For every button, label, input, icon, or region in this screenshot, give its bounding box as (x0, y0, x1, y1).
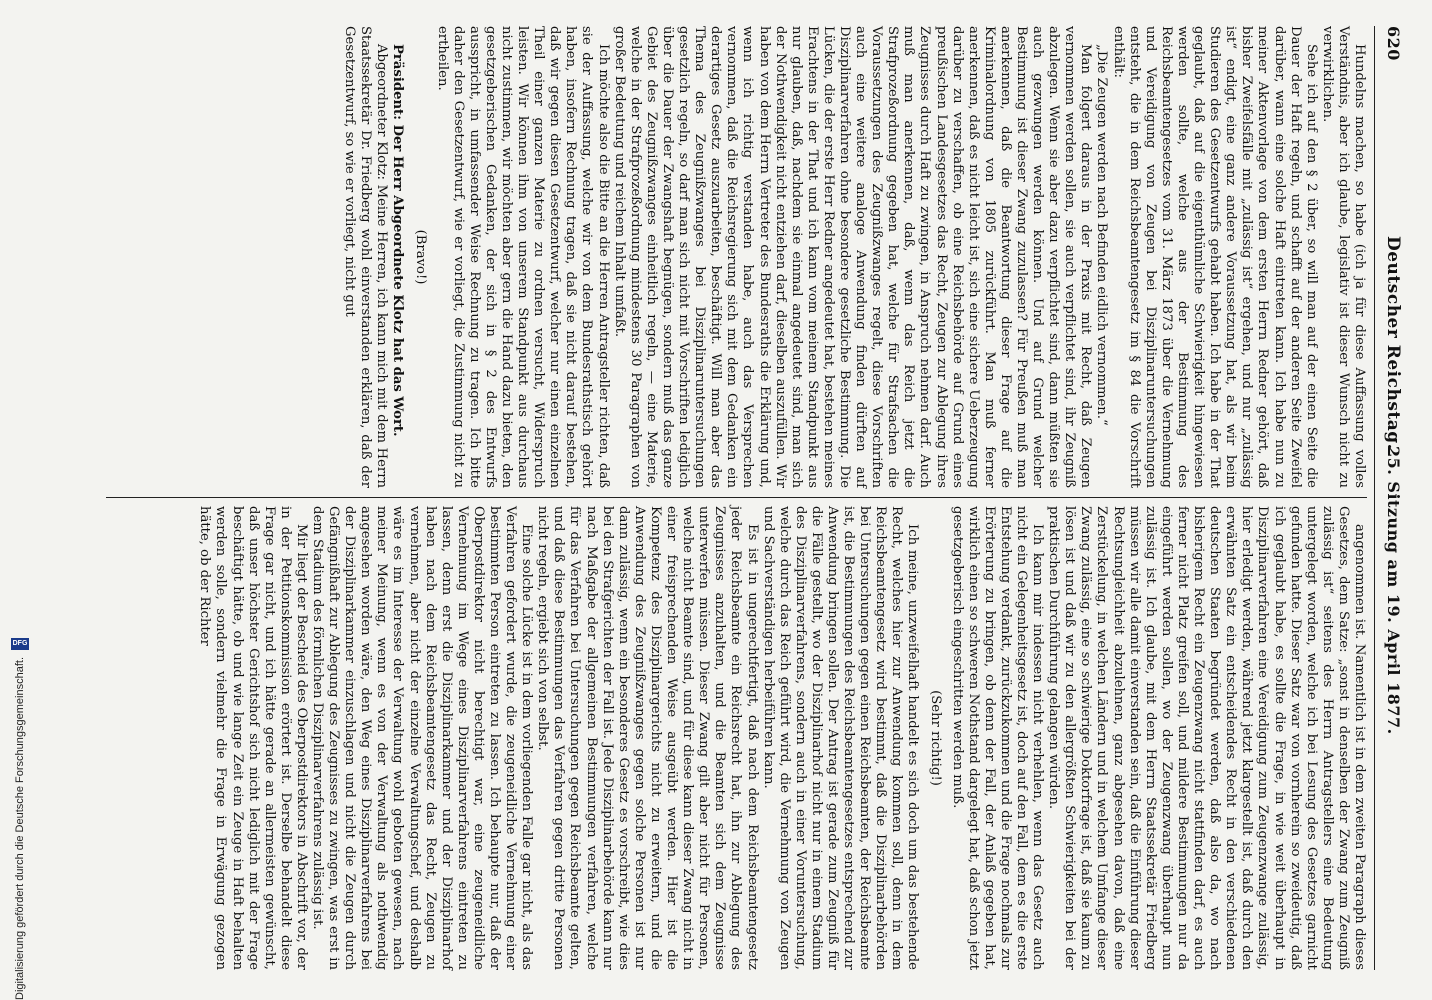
paragraph: Man folgert daraus in der Praxis mit Recht, daß Zeugen vernommen werden sollen, sie auch verpflichtet sind, ihr Zeugniß abzulegen. Wenn sie aber dazu verpflichtet sind, dann müßten sie auch gezwungen werden können. Und auf Grund welcher Bestimmung ist dieser Zwang zuzulassen? Für Preußen muß man anerkennen, daß die Beantwortung dieser Frage auf die Kriminalordnung von 1805 zurückführt. Man muß ferner anerkennen, daß es nicht leicht ist, sich eine sichere Ueberzeugung darüber zu verschaffen, ob eine Reichsbehörde auf Grund eines preußischen Landesgesetzes das Recht, Zeugen zur Ablegung ihres Zeugnisses durch Haft zu zwingen, in Anspruch nehmen darf. Auch muß man anerkennen, daß, wenn das Reich jetzt die Strafprozeßordnung gegeben hat, welche für Strafsachen die Voraussetzungen des Zeugnißzwanges regelt, diese Vorschriften auch eine weitere analoge Anwendung finden dürften auf Disziplinarverfahren ohne besondere gesetzliche Bestimmung. Die Lücken, die der erste Herr Redner angedeutet hat, bestehen meines Erachtens in der That und ich kann vom meinem Standpunkt aus nur glauben, daß, nachdem sie einmal angedeutet sind, man sich der Nothwendigkeit nicht entziehen darf, dieselben auszufüllen. Wir haben von dem Herrn Vertreter des Bundesraths die Erklärung und, wenn ich richtig verstanden habe, auch das Versprechen vernommen, daß die Reichsregierung sich mit dem Gedanken ein derartiges Gesetz auszuarbeiten, beschäftigt. Will man aber das Thema des Zeugnißzwanges bei Disziplinaruntersuchungen gesetzlich regeln, so darf man sich nicht mit Vorschriften lediglich über die Dauer der Zwangshaft begnügen, sondern muß das ganze Gebiet des Zeugnißzwanges einheitlich regeln, — eine Materie, welche in der Strafprozeßordnung mindestens 30 Paragraphen von großer Bedeutung und reichem Inhalt umfaßt. (611, 26, 1094, 488)
column-divider (106, 497, 1367, 498)
rotated-page-frame (96, 6, 1411, 990)
paragraph: Es ist in ungerechtfertigt, daß nach dem Reichsbeamtengesetz jeder Reichsbeamte ein Reichsrecht hat, ihn zur Ablegung des Zeugnisses anzuhalten, und die Beamten sich dem Zeugnisse unterwerfen müssen. Dieser Zwang gilt aber nicht für Personen, welche nicht Beamte sind, und für diese kann dieser Zwang nicht in einer freisprechenden Weise ausgeübt werden. Hier ist die Kompetenz des Disziplinargerichts nicht zu erweitern, und die Anwendung des Zeugnißzwanges gegen solche Personen ist nur dann zulässig, wenn ein besonderes Gesetz es vorschreibt, wie dies bei den Strafgerichten der Fall ist. Jede Disziplinarbehörde kann nur nach Maßgabe der allgemeinen Bestimmungen verfahren, welche für das Verfahren bei Untersuchungen gegen Reichsbeamte gelten, und daß diese Bestimmungen das Verfahren gegen dritte Personen nicht regeln, ergiebt sich von selbst. (535, 506, 760, 970)
publication-title: Deutscher Reichstag. (1383, 236, 1403, 451)
header-rule (1374, 26, 1375, 970)
interjection: (Bravo!) (412, 229, 428, 285)
credit-text: Digitalisierung gefördert durch die Deutsche Forschungsgemeinschaft. (14, 656, 26, 1000)
quotation: „Die Zeugen werden nach Befinden eidlich vernommen.“ (1094, 44, 1110, 426)
speaker-line-president: Präsident: Der Herr Abgeordnete Klotz hat das Wort. (390, 44, 406, 437)
paragraph: Ich meine, unzweifelhaft handelt es sich doch um das bestehende Recht, welches hier zur Anwendung kommen soll, denn in dem Reichsbeamtengesetz wird bestimmt, daß die Disziplinarbehörden bei Untersuchungen gegen einen Reichsbeamten, der Reichsbeamte ist, die Bestimmungen des Reichsbeamtengesetzes entsprechend zur Anwendung bringen sollen. Der Antrag ist gerade zum Zeugniß für die Fälle gestellt, wo der Disziplinarhof nicht nur in einem Stadium des Disziplinarverfahrens, sondern auch in einer Voruntersuchung, welche durch das Reich geführt wird, die Vernehmung von Zeugen und Sachverständigen herbeiführen kann. (760, 506, 921, 970)
right-column (106, 506, 1367, 970)
paragraph: Mir liegt der Bescheid des Oberpostdirektors in Abschrift vor, der in der Petitionskommission erörtert ist. Derselbe behandelt diese Frage gar nicht, und ich hätte gerade an allermeisten gewünscht, daß unser höchster Gerichtshof sich nicht lediglich mit der Frage beschäftigt hätte, ob und wie lange Zeit ein Zeuge in Haft behalten werden solle, sondern vielmehr die Frage in Erwägung gezogen hätte, ob der Richter (197, 506, 309, 970)
paragraph: Hundelns machen, so habe (ich ja für diese Auffassung volles Verständnis, aber ich glaube, legislativ ist dieser Wunsch nicht zu verwirklichen. (1319, 26, 1367, 488)
paragraph: angenommen ist. Namentlich ist in dem zweiten Paragraph dieses Gesetzes, dem Satze: „sonst in denselben der Zwang zum Zeugniß zulässig ist“ seitens des Herrn Antragstellers eine Bedeutung untergelegt worden, welche ich bei Lesung des Gesetzes garnicht gefunden hatte. Dieser Satz war von vornherein so zweideutig, daß ich geglaubt habe, es sollte die Frage, in wie weit überhaupt in Disziplinarverfahren eine Vereidigung zum Zeugenzwange zulässig, hier erledigt werden, während jetzt klargestellt ist, daß durch den erwähnten Satz ein entscheidendes Recht in den verschiedenen deutschen Staaten begründet werden, daß also da, wo nach bisherigem Recht ein Zeugenzwang nicht stattfinden darf, es auch ferner nicht Platz greifen soll, und mildere Bestimmungen nur da eingeführt werden sollen, wo der Zeugenzwang überhaupt nun zulässig ist. Ich glaube, mit dem Herrn Staatssekretär Friedberg müssen wir alle damit einverstanden sein, daß die Einführung dieser Rechtsungleichheit abzulehnen, ganz abgesehen davon, daß eine Zerstückelung, in welchen Ländern und in welchem Umfange dieser Zwang zulässig, eine so schwierige Doktorfrage ist, daß sie kaum zu lösen ist und daß wir zu den allergrößten Schwierigkeiten bei der praktischen Durchführung gelangen würden. (1046, 506, 1367, 970)
left-column (106, 26, 1367, 488)
interjection: (Sehr richtig!) (927, 690, 943, 786)
paragraph: Ich kann mir indessen nicht verhehlen, wenn das Gesetz auch nicht ein Gelegenheitsgesetz ist, doch auf den Fall, dem es die erste Entstehung verdankt, zurückzukommen und die Frage nochmals zur Erörterung zu bringen, ob denn der Fall, der Anlaß gegeben hat, wirklich einen so schweren Nothstand dargelegt hat, daß schon jetzt gesetzgeberisch eingeschritten werden muß. (949, 506, 1046, 970)
paragraph: Sehe ich auf den § 2 über, so will man auf der einen Seite die Dauer der Haft regeln, und schafft auf der anderen Seite Zweifel darüber, wann eine solche Haft eintreten kann. Ich habe nun zu meiner Aktenvorlage von dem ersten Herrn Redner gehört, daß bisher Zweifelsfälle mit „zulässig ist“ ergehen, und nur „zulässig ist“ endigt, eine ganz andere Voraussetzung hat, als wir beim Studieren des Gesetzentwurfs gehabt haben. Ich habe in der That geglaubt, daß auf die eigenthümliche Schwierigkeit hingewiesen werden sollte, welche aus der Bestimmung des Reichsbeamtengesetzes vom 31. März 1873 über die Vernehmung und Vereidigung von Zeugen bei Disziplinaruntersuchungen entsteht, die in dem Reichsbeamtengesetz im § 84 die Vorschrift enthält: (1110, 26, 1319, 488)
digitization-credit (0, 0, 28, 1000)
paragraph: Eine solche Lücke ist in dem vorliegenden Falle gar nicht, als das Verfahren gefordert wurde, die zeugeneidliche Vernehmung einer bestimmten Person eintreten zu lassen. Ich behaupte nur, daß der Oberpostdirektor nicht berechtigt war, eine zeugeneidliche Vernehmung im Wege eines Disziplinarverfahrens eintreten zu lassen, denn erst die Disziplinarkammer und der Disziplinarhof haben nach dem Reichsbeamtengesetz das Recht, Zeugen zu vernehmen, aber nicht der einzelne Verwaltungschef, und deshalb wäre es im Interesse der Verwaltung wohl geboten gewesen, nach meiner Meinung, wenn es von der Verwaltung als nothwendig angesehen worden wäre, den Weg eines Disziplinarverfahrens bei der Disziplinarkammer einzuschlagen und nicht die Zeugen durch Gefängnißhaft zur Ablegung des Zeugnisses zu zwingen, was erst in dem Stadium des förmlichen Disziplinarverfahrens zulässig ist. (310, 506, 535, 970)
page-content (96, 6, 1411, 990)
page-number: 620 (1384, 26, 1403, 61)
dfg-logo-icon: DFG (11, 638, 29, 650)
paragraph: Ich möchte also die Bitte an die Herren Antragsteller richten, daß sie der Auffassung, welche wir von dem Bundesrathstisch gehört haben, insofern Rechnung tragen, daß sie nicht darauf bestehen, daß wir gegen diesen Gesetzentwurf, welcher nur einen einzelnen Theil einer ganzen Materie zu ordnen versucht, Widerspruch leisten. Wir können ihm von unserem Standpunkt aus durchaus nicht zustimmen, wir möchten aber gern die Hand dazu bieten, den gesetzgeberischen Gedanken, der sich in § 2 des Entwurfs ausspricht, in umfassender Weise Rechnung zu tragen. Ich bitte daher den Gesetzentwurf, wie er vorliegt, die Zustimmung nicht zu ertheilen. (434, 26, 611, 488)
session-date: 25. Sitzung am 19. April 1877. (1384, 446, 1403, 735)
speaker-line-klotz: Abgeordneter Klotz: Meine Herren, ich kann mich mit dem Herrn Staatssekretär Dr. Friedberg wohl einverstanden erklären, daß der Gesetzentwurf, so wie er vorliegt, nicht gut (342, 26, 390, 488)
page-header (1373, 26, 1403, 970)
